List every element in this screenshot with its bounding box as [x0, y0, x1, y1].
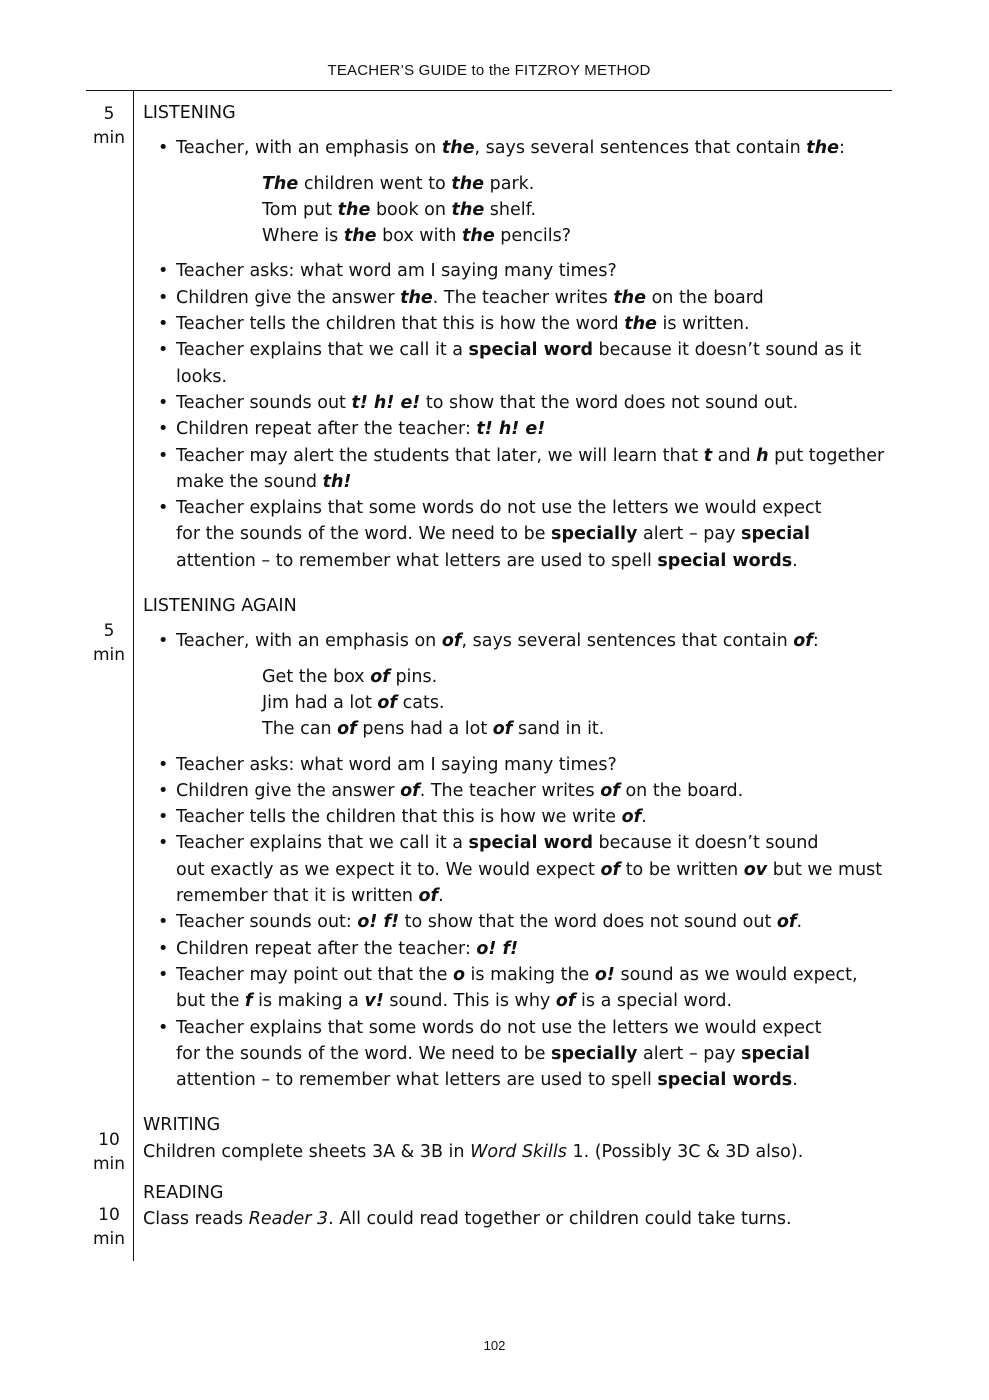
time-label-reading [86, 1203, 132, 1251]
lesson-content [143, 100, 903, 1233]
time-label-listening [86, 102, 132, 150]
header-rule [86, 90, 892, 91]
example-sentence: The children went to the park. [262, 173, 535, 194]
example-sentence: Where is the box with the pencils? [262, 226, 571, 247]
example-sentence: The can of pens had a lot of sand in it. [262, 719, 605, 740]
list-item: • Teacher explains that we call it a special word because it doesn’t sound out exactly as we expect it to. We would expect of to be written ov but we must remember that it is written of. [143, 830, 903, 909]
running-header: TEACHER’S GUIDE to the FITZROY METHOD [327, 62, 651, 79]
list-item: • Children give the answer of. The teacher writes of on the board. [143, 778, 903, 804]
section-writing [143, 1112, 903, 1165]
list-item: • Teacher, with an emphasis on the, says several sentences that contain the: [143, 135, 903, 161]
bullet-list [143, 752, 903, 1094]
bullet-list [143, 135, 903, 161]
writing-instruction: Children complete sheets 3A & 3B in Word Skills 1. (Possibly 3C & 3D also). [143, 1141, 804, 1162]
list-item: • Teacher explains that some words do not use the letters we would expect for the sounds of the word. We need to be specially alert – pay special attention – to remember what letters are used to spell special words. [143, 1015, 903, 1094]
time-unit: min [92, 1154, 126, 1174]
time-label-writing [86, 1128, 132, 1176]
list-item: • Teacher may point out that the o is making the o! sound as we would expect, but the f is making a v! sound. This is why of is a special word. [143, 962, 903, 1015]
list-item: • Teacher asks: what word am I saying many times? [143, 752, 903, 778]
example-sentences [143, 171, 903, 250]
list-item: • Teacher tells the children that this is how we write of. [143, 804, 903, 830]
reading-instruction: Class reads Reader 3. All could read together or children could take turns. [143, 1209, 792, 1230]
example-sentence: Jim had a lot of cats. [262, 692, 445, 713]
bullet-list [143, 258, 903, 574]
section-heading: WRITING [143, 1115, 221, 1136]
time-number: 10 [98, 1130, 120, 1150]
time-column-divider [133, 91, 134, 1261]
section-listening [143, 100, 903, 574]
time-number: 5 [103, 621, 115, 641]
section-listening-again [143, 593, 903, 1093]
section-heading: LISTENING AGAIN [143, 596, 297, 617]
list-item: • Teacher sounds out: o! f! to show that the word does not sound out of. [143, 909, 903, 935]
section-heading: READING [143, 1182, 224, 1203]
list-item: • Teacher, with an emphasis on of, says several sentences that contain of: [143, 628, 903, 654]
time-unit: min [92, 128, 126, 148]
list-item: • Teacher sounds out t! h! e! to show that the word does not sound out. [143, 390, 903, 416]
example-sentence: Tom put the book on the shelf. [262, 199, 537, 220]
section-reading [143, 1180, 903, 1233]
time-number: 5 [103, 104, 115, 124]
list-item: • Children repeat after the teacher: o! f! [143, 936, 903, 962]
list-item: • Teacher may alert the students that later, we will learn that t and h put together make the sound th! [143, 443, 903, 496]
section-heading: LISTENING [143, 103, 236, 123]
time-label-listening-again [86, 619, 132, 667]
time-unit: min [92, 1229, 126, 1249]
list-item: • Teacher asks: what word am I saying many times? [143, 258, 903, 284]
list-item: • Children give the answer the. The teacher writes the on the board [143, 285, 903, 311]
list-item: • Teacher explains that we call it a special word because it doesn’t sound as it looks. [143, 337, 903, 390]
bullet-list [143, 628, 903, 654]
page-number: 102 [483, 1338, 506, 1353]
list-item: • Teacher tells the children that this is how the word the is written. [143, 311, 903, 337]
example-sentences [143, 664, 903, 743]
list-item: • Children repeat after the teacher: t! h! e! [143, 416, 903, 442]
example-sentence: Get the box of pins. [262, 666, 438, 687]
time-unit: min [92, 645, 126, 665]
time-number: 10 [98, 1205, 120, 1225]
list-item: • Teacher explains that some words do not use the letters we would expect for the sounds of the word. We need to be specially alert – pay special attention – to remember what letters are used to spell special words. [143, 495, 903, 574]
